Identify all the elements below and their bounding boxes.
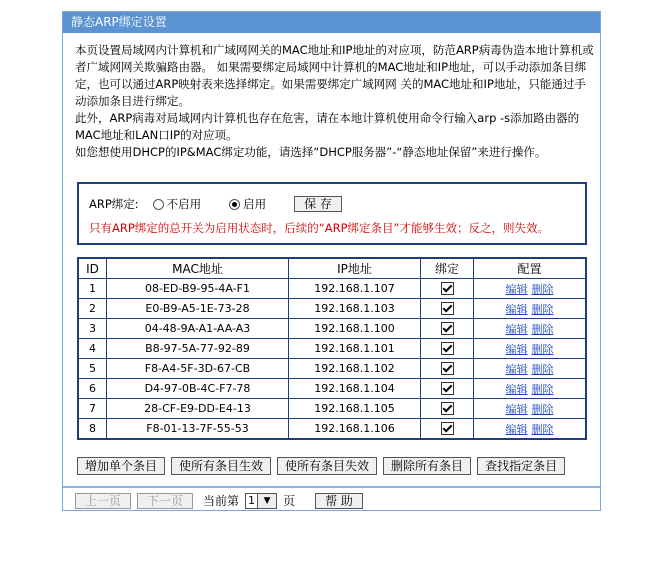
- row-mac: E0-B9-A5-1E-73-28: [107, 299, 289, 319]
- footer-divider: [63, 486, 600, 488]
- row-bind-cell: [421, 319, 474, 339]
- table-actions: [77, 457, 565, 475]
- header-ip: IP地址: [289, 258, 421, 279]
- row-id: 4: [78, 339, 107, 359]
- delete-link[interactable]: 删除: [531, 402, 554, 416]
- table-row: [78, 299, 586, 319]
- page-suffix-label: 页: [283, 494, 296, 508]
- row-ip: 192.168.1.103: [289, 299, 421, 319]
- row-config: [474, 359, 587, 379]
- row-config: [474, 299, 587, 319]
- arp-switch-row: [89, 196, 342, 212]
- delete-link[interactable]: 删除: [531, 422, 554, 436]
- radio-enable[interactable]: [229, 199, 240, 210]
- row-config: [474, 279, 587, 299]
- panel-title: 静态ARP绑定设置: [63, 12, 600, 33]
- bind-checkbox[interactable]: [441, 342, 454, 355]
- table-row: [78, 339, 586, 359]
- header-id: ID: [78, 258, 107, 279]
- disable-all-button[interactable]: 使所有条目失效: [277, 457, 377, 475]
- header-bind: 绑定: [421, 258, 474, 279]
- prev-page-button[interactable]: 上一页: [75, 493, 131, 509]
- table-row: [78, 379, 586, 399]
- row-ip: 192.168.1.101: [289, 339, 421, 359]
- radio-disable-label: 不启用: [166, 197, 202, 211]
- table-row: [78, 359, 586, 379]
- delete-link[interactable]: 删除: [531, 302, 554, 316]
- arp-settings-panel: [62, 11, 601, 511]
- delete-all-button[interactable]: 删除所有条目: [383, 457, 471, 475]
- row-mac: F8-A4-5F-3D-67-CB: [107, 359, 289, 379]
- page-select-value: 1: [248, 494, 256, 507]
- row-ip: 192.168.1.104: [289, 379, 421, 399]
- add-entry-button[interactable]: 增加单个条目: [77, 457, 165, 475]
- arp-switch-box: [77, 182, 587, 245]
- next-page-button[interactable]: 下一页: [137, 493, 193, 509]
- arp-switch-label: ARP绑定:: [89, 197, 139, 211]
- table-header-row: [78, 258, 586, 279]
- row-id: 5: [78, 359, 107, 379]
- delete-link[interactable]: 删除: [531, 382, 554, 396]
- bind-checkbox[interactable]: [441, 382, 454, 395]
- table-row: [78, 279, 586, 299]
- row-id: 8: [78, 419, 107, 440]
- delete-link[interactable]: 删除: [531, 362, 554, 376]
- row-bind-cell: [421, 299, 474, 319]
- edit-link[interactable]: 编辑: [505, 382, 528, 396]
- current-page-label: 当前第: [203, 494, 240, 508]
- enable-all-button[interactable]: 使所有条目生效: [171, 457, 271, 475]
- row-ip: 192.168.1.102: [289, 359, 421, 379]
- row-mac: 28-CF-E9-DD-E4-13: [107, 399, 289, 419]
- row-ip: 192.168.1.100: [289, 319, 421, 339]
- table-row: [78, 399, 586, 419]
- row-bind-cell: [421, 399, 474, 419]
- row-mac: 08-ED-B9-95-4A-F1: [107, 279, 289, 299]
- header-config: 配置: [474, 258, 587, 279]
- row-mac: 04-48-9A-A1-AA-A3: [107, 319, 289, 339]
- bind-checkbox[interactable]: [441, 302, 454, 315]
- find-entry-button[interactable]: 查找指定条目: [477, 457, 565, 475]
- bind-checkbox[interactable]: [441, 322, 454, 335]
- table-row: [78, 319, 586, 339]
- row-bind-cell: [421, 379, 474, 399]
- edit-link[interactable]: 编辑: [505, 402, 528, 416]
- row-config: [474, 339, 587, 359]
- row-id: 7: [78, 399, 107, 419]
- row-mac: B8-97-5A-77-92-89: [107, 339, 289, 359]
- edit-link[interactable]: 编辑: [505, 322, 528, 336]
- delete-link[interactable]: 删除: [531, 342, 554, 356]
- row-bind-cell: [421, 359, 474, 379]
- page-select[interactable]: [245, 493, 277, 509]
- row-ip: 192.168.1.106: [289, 419, 421, 440]
- row-bind-cell: [421, 339, 474, 359]
- edit-link[interactable]: 编辑: [505, 362, 528, 376]
- bind-checkbox[interactable]: [441, 362, 454, 375]
- row-bind-cell: [421, 419, 474, 440]
- bind-checkbox[interactable]: [441, 282, 454, 295]
- table-row: [78, 419, 586, 440]
- edit-link[interactable]: 编辑: [505, 422, 528, 436]
- edit-link[interactable]: 编辑: [505, 282, 528, 296]
- arp-warning-text: 只有ARP绑定的总开关为启用状态时，后续的“ARP绑定条目”才能够生效；反之，则失效。: [89, 221, 549, 235]
- bind-checkbox[interactable]: [441, 422, 454, 435]
- pager: [75, 492, 363, 509]
- row-id: 3: [78, 319, 107, 339]
- help-button[interactable]: 帮 助: [315, 493, 363, 509]
- row-ip: 192.168.1.107: [289, 279, 421, 299]
- edit-link[interactable]: 编辑: [505, 302, 528, 316]
- row-config: [474, 319, 587, 339]
- delete-link[interactable]: 删除: [531, 282, 554, 296]
- row-mac: F8-01-13-7F-55-53: [107, 419, 289, 440]
- chevron-down-icon: ▼: [257, 494, 276, 508]
- row-config: [474, 379, 587, 399]
- header-mac: MAC地址: [107, 258, 289, 279]
- delete-link[interactable]: 删除: [531, 322, 554, 336]
- radio-disable[interactable]: [153, 199, 164, 210]
- save-button[interactable]: 保 存: [294, 196, 342, 212]
- row-config: [474, 419, 587, 440]
- row-bind-cell: [421, 279, 474, 299]
- intro-text: [75, 42, 595, 161]
- row-config: [474, 399, 587, 419]
- row-mac: D4-97-0B-4C-F7-78: [107, 379, 289, 399]
- intro-paragraph-2: 此外，ARP病毒对局域网内计算机也存在危害，请在本地计算机使用命令行输入arp -s添加路由器的MAC地址和LAN口IP的对应项。: [75, 111, 580, 142]
- row-id: 2: [78, 299, 107, 319]
- arp-binding-table: [77, 257, 587, 440]
- intro-paragraph-3: 如您想使用DHCP的IP&MAC绑定功能，请选择“DHCP服务器”-“静态地址保留”来进行操作。: [75, 145, 547, 159]
- intro-paragraph-1: 本页设置局域网内计算机和广域网网关的MAC地址和IP地址的对应项，防范ARP病毒伪造本地计算机或者广域网网关欺骗路由器。 如果需要绑定局域网中计算机的MAC地址和IP地址，可以手动添加条目绑定，也可以通过ARP映射表来选择绑定。如果需要绑定广域网网 关的MAC地址和IP地址，只能通过手动添加条目进行绑定。: [75, 43, 594, 108]
- edit-link[interactable]: 编辑: [505, 342, 528, 356]
- row-ip: 192.168.1.105: [289, 399, 421, 419]
- row-id: 1: [78, 279, 107, 299]
- radio-enable-label: 启用: [243, 197, 267, 211]
- row-id: 6: [78, 379, 107, 399]
- bind-checkbox[interactable]: [441, 402, 454, 415]
